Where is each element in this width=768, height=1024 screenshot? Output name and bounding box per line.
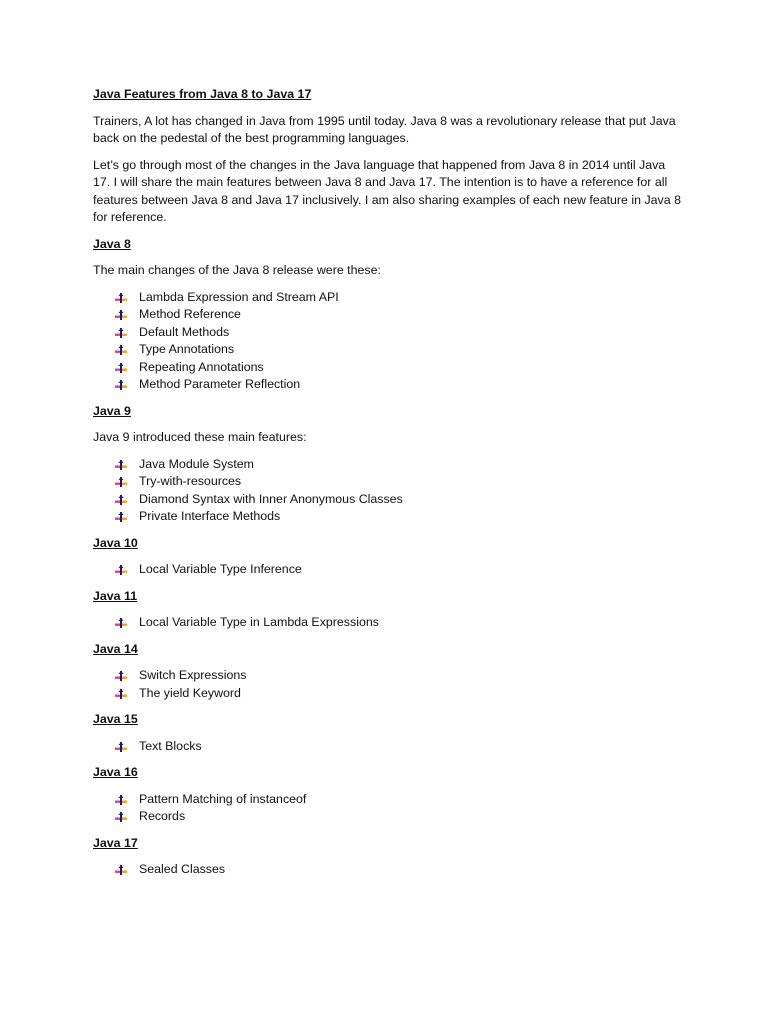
list-item bbox=[115, 376, 683, 394]
list-item bbox=[115, 861, 683, 879]
list-item-label: Switch Expressions bbox=[139, 668, 247, 682]
feature-list bbox=[93, 738, 683, 756]
section-heading: Java 10 bbox=[93, 535, 138, 550]
list-item-label: Text Blocks bbox=[139, 738, 202, 753]
list-item bbox=[115, 508, 683, 526]
section-intro: Java 9 introduced these main features: bbox=[93, 430, 307, 444]
list-item bbox=[115, 738, 683, 756]
feature-list bbox=[93, 456, 683, 526]
arrow-bullet-icon bbox=[115, 363, 127, 373]
document-title: Java Features from Java 8 to Java 17 bbox=[93, 87, 312, 101]
feature-list bbox=[93, 861, 683, 879]
sections-container bbox=[93, 236, 683, 879]
section-heading: Java 15 bbox=[93, 712, 138, 726]
list-item-label: Sealed Classes bbox=[139, 862, 226, 876]
feature-list bbox=[93, 561, 683, 579]
section-heading: Java 14 bbox=[93, 641, 138, 656]
arrow-bullet-icon bbox=[115, 460, 127, 470]
list-item-label: Diamond Syntax with Inner Anonymous Classes bbox=[139, 491, 403, 506]
arrow-bullet-icon bbox=[115, 477, 127, 487]
list-item-label: Repeating Annotations bbox=[139, 359, 264, 374]
arrow-bullet-icon bbox=[115, 495, 127, 505]
section-heading: Java 9 bbox=[93, 403, 131, 418]
list-item bbox=[115, 667, 683, 685]
arrow-bullet-icon bbox=[115, 512, 127, 522]
list-item-label: Lambda Expression and Stream API bbox=[139, 289, 339, 304]
arrow-bullet-icon bbox=[115, 689, 127, 699]
list-item bbox=[115, 808, 683, 826]
list-item-label: Try-with-resources bbox=[139, 474, 242, 488]
list-item bbox=[115, 306, 683, 324]
paragraph-overview: Let’s go through most of the changes in the Java language that happened from Java 8 in 2014 until Java 17. I will share the main features between Java 8 and Java 17. The intention is to have a reference for all features between Java 8 and Java 17 inclusively. I am also sharing examples of each new feature in Java 8 for reference. bbox=[93, 157, 681, 224]
arrow-bullet-icon bbox=[115, 618, 127, 628]
arrow-bullet-icon bbox=[115, 345, 127, 355]
paragraph-intro: Trainers, A lot has changed in Java from 1995 until today. Java 8 was a revolutionary release that put Java back on the pedestal of the best programming languages. bbox=[93, 113, 676, 145]
arrow-bullet-icon bbox=[115, 865, 127, 875]
feature-list bbox=[93, 667, 683, 702]
list-item-label: Local Variable Type in Lambda Expressions bbox=[139, 615, 379, 629]
list-item-label: Records bbox=[139, 809, 186, 823]
arrow-bullet-icon bbox=[115, 310, 127, 320]
arrow-bullet-icon bbox=[115, 328, 127, 338]
list-item-label: Private Interface Methods bbox=[139, 509, 281, 523]
list-item bbox=[115, 456, 683, 474]
list-item bbox=[115, 561, 683, 579]
arrow-bullet-icon bbox=[115, 671, 127, 681]
section-heading: Java 17 bbox=[93, 835, 138, 850]
arrow-bullet-icon bbox=[115, 293, 127, 303]
feature-list bbox=[93, 791, 683, 826]
section-intro: The main changes of the Java 8 release were these: bbox=[93, 263, 381, 277]
list-item-label: Java Module System bbox=[139, 456, 255, 471]
section-heading: Java 11 bbox=[93, 588, 138, 603]
arrow-bullet-icon bbox=[115, 812, 127, 822]
section-heading: Java 16 bbox=[93, 765, 138, 779]
arrow-bullet-icon bbox=[115, 380, 127, 390]
list-item-label: Local Variable Type Inference bbox=[139, 562, 302, 576]
list-item-label: Method Reference bbox=[139, 307, 241, 321]
list-item bbox=[115, 324, 683, 342]
arrow-bullet-icon bbox=[115, 795, 127, 805]
list-item bbox=[115, 289, 683, 307]
list-item bbox=[115, 473, 683, 491]
list-item bbox=[115, 491, 683, 509]
list-item bbox=[115, 614, 683, 632]
list-item bbox=[115, 685, 683, 703]
list-item-label: The yield Keyword bbox=[139, 685, 241, 700]
list-item bbox=[115, 791, 683, 809]
list-item-label: Type Annotations bbox=[139, 342, 235, 356]
list-item-label: Pattern Matching of instanceof bbox=[139, 791, 307, 806]
feature-list bbox=[93, 289, 683, 394]
list-item bbox=[115, 341, 683, 359]
arrow-bullet-icon bbox=[115, 565, 127, 575]
document-page bbox=[93, 86, 683, 888]
list-item-label: Method Parameter Reflection bbox=[139, 377, 301, 391]
section-heading: Java 8 bbox=[93, 236, 131, 251]
list-item bbox=[115, 359, 683, 377]
feature-list bbox=[93, 614, 683, 632]
arrow-bullet-icon bbox=[115, 742, 127, 752]
list-item-label: Default Methods bbox=[139, 324, 230, 339]
